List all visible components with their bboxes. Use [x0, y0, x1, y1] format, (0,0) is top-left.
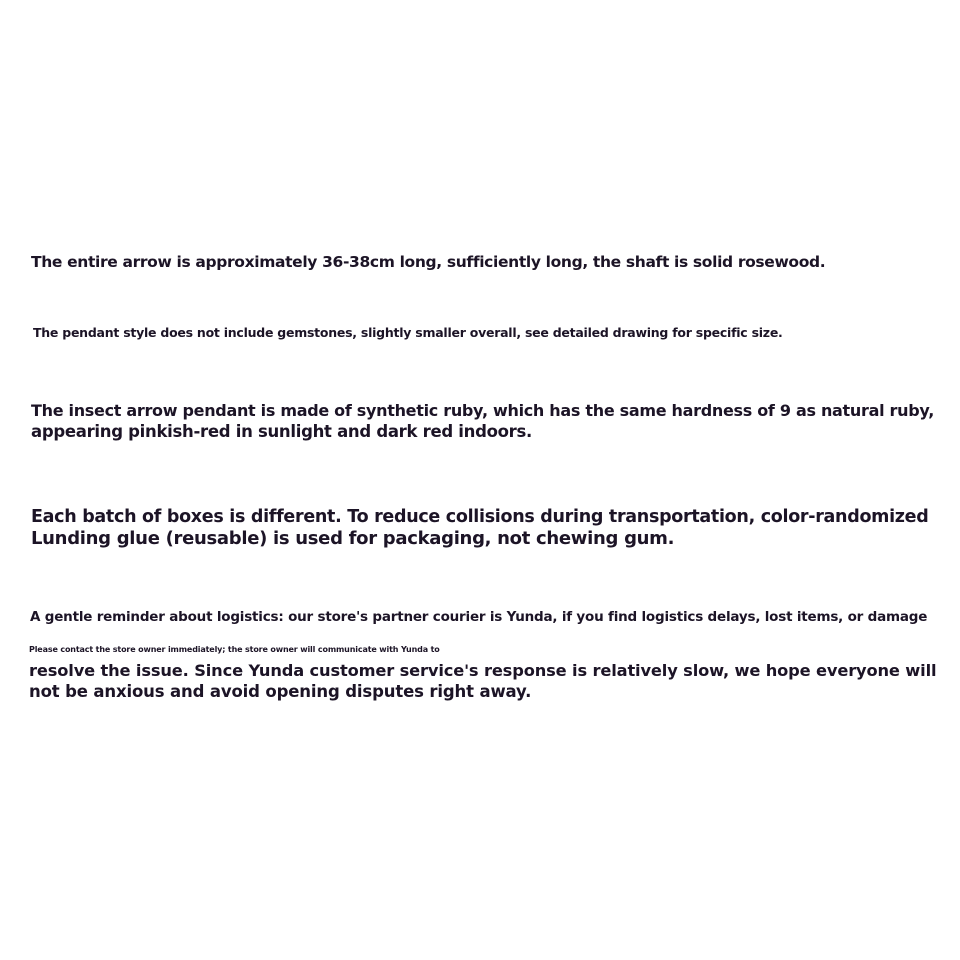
ruby-line-1: The insect arrow pendant is made of synthetic ruby, which has the same hardness of 9 as natural ruby, — [31, 401, 935, 420]
packaging-line-1: Each batch of boxes is different. To reduce collisions during transportation, color-randomized — [31, 507, 929, 527]
logistics-reminder-note: A gentle reminder about logistics: our store's partner courier is Yunda, if you find logistics delays, lost items, or damage — [30, 609, 928, 625]
arrow-length-note: The entire arrow is approximately 36-38cm long, sufficiently long, the shaft is solid rosewood. — [31, 253, 826, 271]
ruby-material-note — [31, 400, 934, 442]
contact-line-2: resolve the issue. Since Yunda customer service's response is relatively slow, we hope everyone will — [29, 661, 937, 680]
pendant-style-note: The pendant style does not include gemstones, slightly smaller overall, see detailed drawing for specific size. — [33, 325, 783, 340]
contact-line-1: Please contact the store owner immediately; the store owner will communicate with Yunda to — [29, 645, 440, 654]
packaging-line-2: Lunding glue (reusable) is used for packaging, not chewing gum. — [31, 528, 675, 549]
contact-owner-note — [29, 639, 936, 702]
contact-line-3: not be anxious and avoid opening disputes right away. — [29, 682, 532, 701]
ruby-line-2: appearing pinkish-red in sunlight and dark red indoors. — [31, 422, 533, 441]
packaging-note — [31, 506, 928, 550]
